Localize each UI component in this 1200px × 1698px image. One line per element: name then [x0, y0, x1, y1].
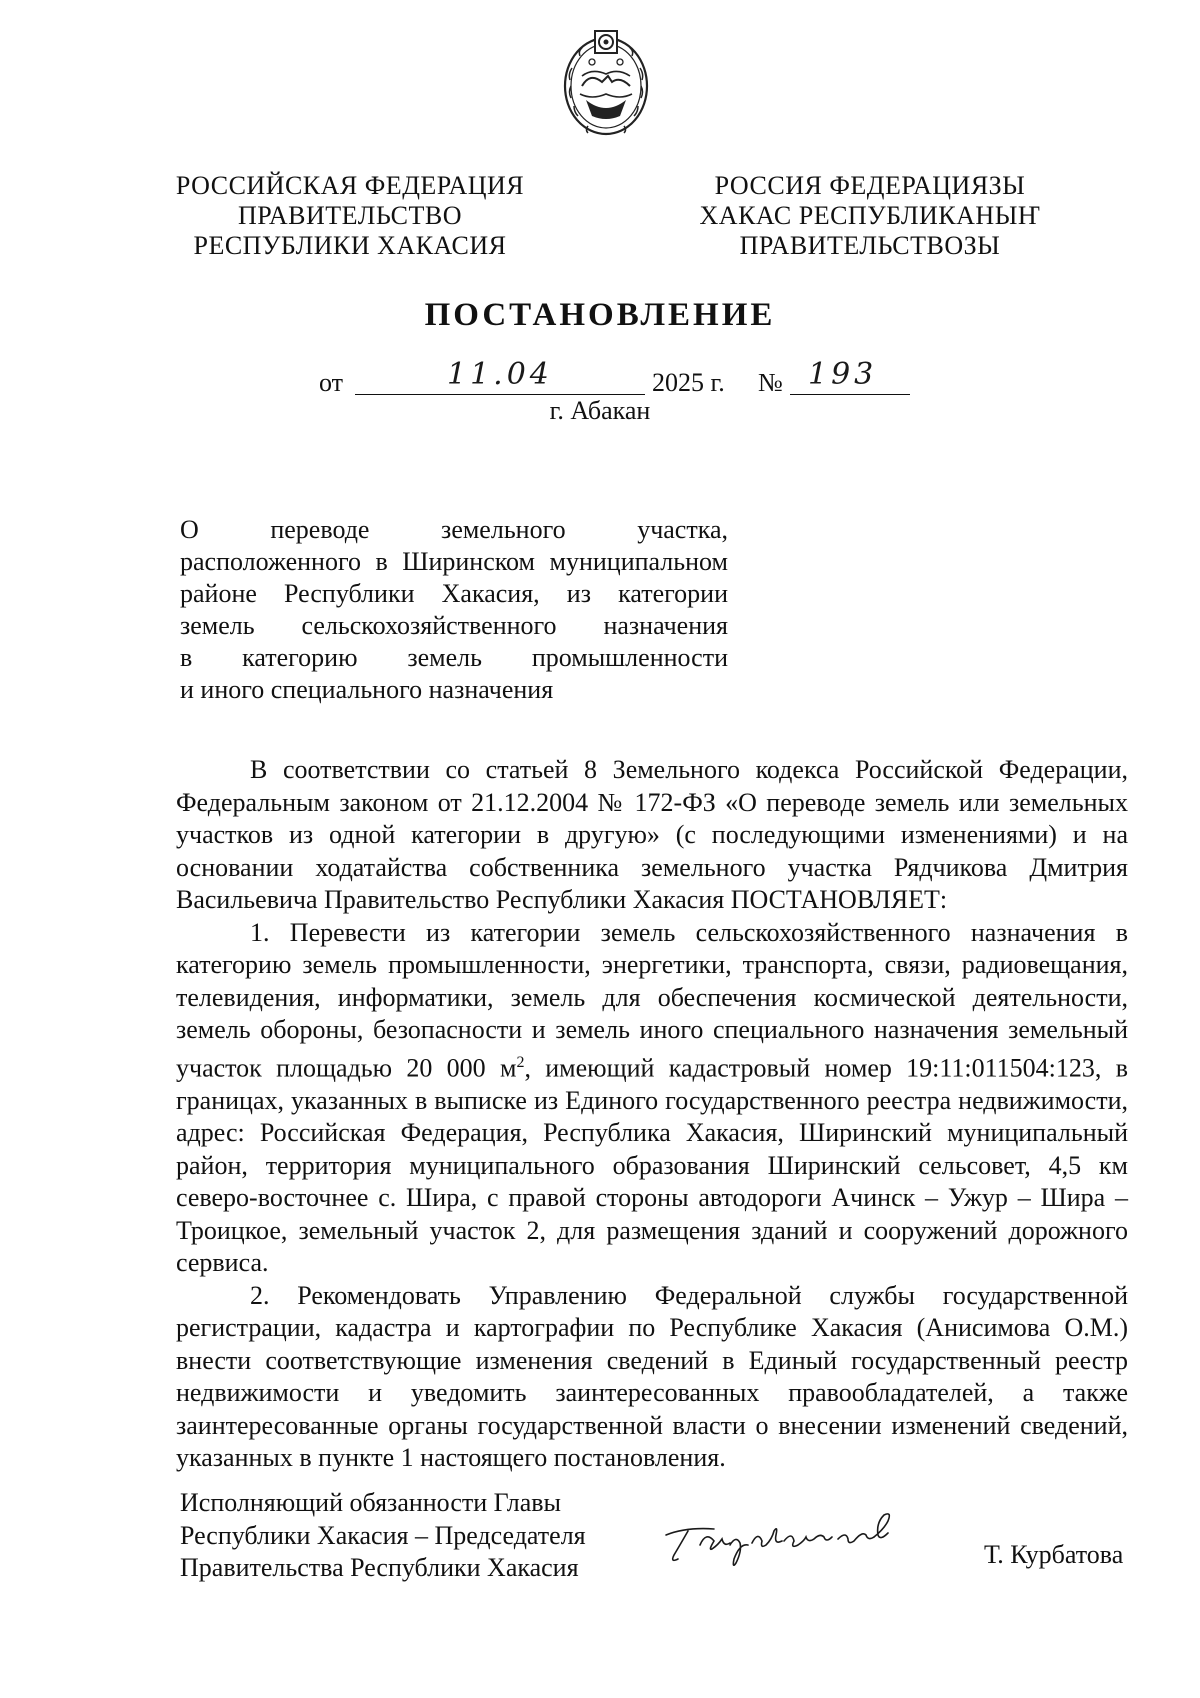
signatory-position-line-2: Республики Хакасия – Председателя [180, 1520, 586, 1550]
item-2-paragraph: 2. Рекомендовать Управлению Федеральной службы государственной регистрации, кадастра и картографии по Республике Хакасия (Анисимова О.М.) внести соответствующие изменения сведений в Единый государственный реестр недвижимости и уведомить заинтересованных правообладателей, а также заинтересованные органы государственной власти о внесении изменений сведений, указанных в пункте 1 настоящего постановления. [176, 1280, 1128, 1473]
header-left-block [150, 171, 550, 261]
coat-of-arms-emblem [560, 28, 652, 140]
city-label: г. Абакан [549, 396, 651, 425]
subject-line-5: в категорию земель промышленности [180, 643, 728, 672]
handwritten-signature [660, 1495, 930, 1575]
signatory-name: Т. Курбатова [984, 1540, 1124, 1569]
subject-line-2: расположенного в Ширинском муниципальном [180, 547, 728, 576]
handwritten-number: 193 [808, 357, 878, 392]
header-right-line-3: ПРАВИТЕЛЬСТВОЗЫ [739, 231, 1001, 260]
item-1-paragraph [176, 917, 1128, 1280]
document-title: ПОСТАНОВЛЕНИЕ [424, 297, 776, 333]
date-underline [355, 394, 645, 395]
header-right-block [670, 171, 1070, 261]
number-underline [790, 394, 910, 395]
item-1-superscript: 2 [516, 1053, 525, 1071]
item-1-text-b: , имеющий кадастровый номер 19:11:011504:123, в границах, указанных в выписке из Единого государственного реестра недвижимости, адрес: Российская Федерация, Республика Хакасия, Ширинский муниципальный район, территория муниципального образования Ширинский сельсовет, 4,5 км северо-восточнее с. Шира, с правой стороны автодороги Ачинск – Ужур – Шира – Троицкое, земельный участок 2, для размещения зданий и сооружений дорожного сервиса. [176, 1053, 1128, 1278]
header-left-line-3: РЕСПУБЛИКИ ХАКАСИЯ [193, 231, 507, 260]
header-right-line-1: РОССИЯ ФЕДЕРАЦИЯЗЫ [714, 171, 1026, 200]
header-left-line-2: ПРАВИТЕЛЬСТВО [238, 201, 462, 230]
subject-line-3: районе Республики Хакасия, из категории [180, 579, 728, 608]
date-from-label: от [319, 368, 344, 397]
signatory-position-line-3: Правительства Республики Хакасия [180, 1553, 579, 1582]
header-left-line-1: РОССИЙСКАЯ ФЕДЕРАЦИЯ [175, 171, 525, 200]
resolution-body [176, 754, 1128, 1475]
number-sign: № [758, 368, 783, 397]
header-right-line-2: ХАКАС РЕСПУБЛИКАНЫҤ [699, 201, 1041, 230]
subject-line-6: и иного специального назначения [180, 675, 554, 704]
signatory-position-line-1: Исполняющий обязанности Главы [180, 1488, 561, 1517]
subject-line-4: земель сельскохозяйственного назначения [180, 611, 728, 640]
item-1-text-a: 1. Перевести из категории земель сельскохозяйственного назначения в категорию земель промышленности, энергетики, транспорта, связи, радиовещания, телевидения, информатики, земель для обеспечения космической деятельности, земель обороны, безопасности и земель иного специального назначения земельный участок площадью 20 000 м [176, 917, 1128, 1083]
preamble-paragraph: В соответствии со статьей 8 Земельного кодекса Российской Федерации, Федеральным законом от 21.12.2004 № 172-ФЗ «О переводе земель или земельных участков из одной категории в другую» (с последующими изменениями) и на основании ходатайства собственника земельного участка Рядчикова Дмитрия Васильевича Правительство Республики Хакасия ПОСТАНОВЛЯЕТ: [176, 755, 1128, 914]
signatory-position [180, 1487, 586, 1585]
year-label: 2025 г. [652, 368, 725, 397]
subject-line-1: О переводе земельного участка, [180, 515, 728, 544]
handwritten-date: 11.04 [447, 357, 553, 392]
subject-block [180, 514, 728, 706]
